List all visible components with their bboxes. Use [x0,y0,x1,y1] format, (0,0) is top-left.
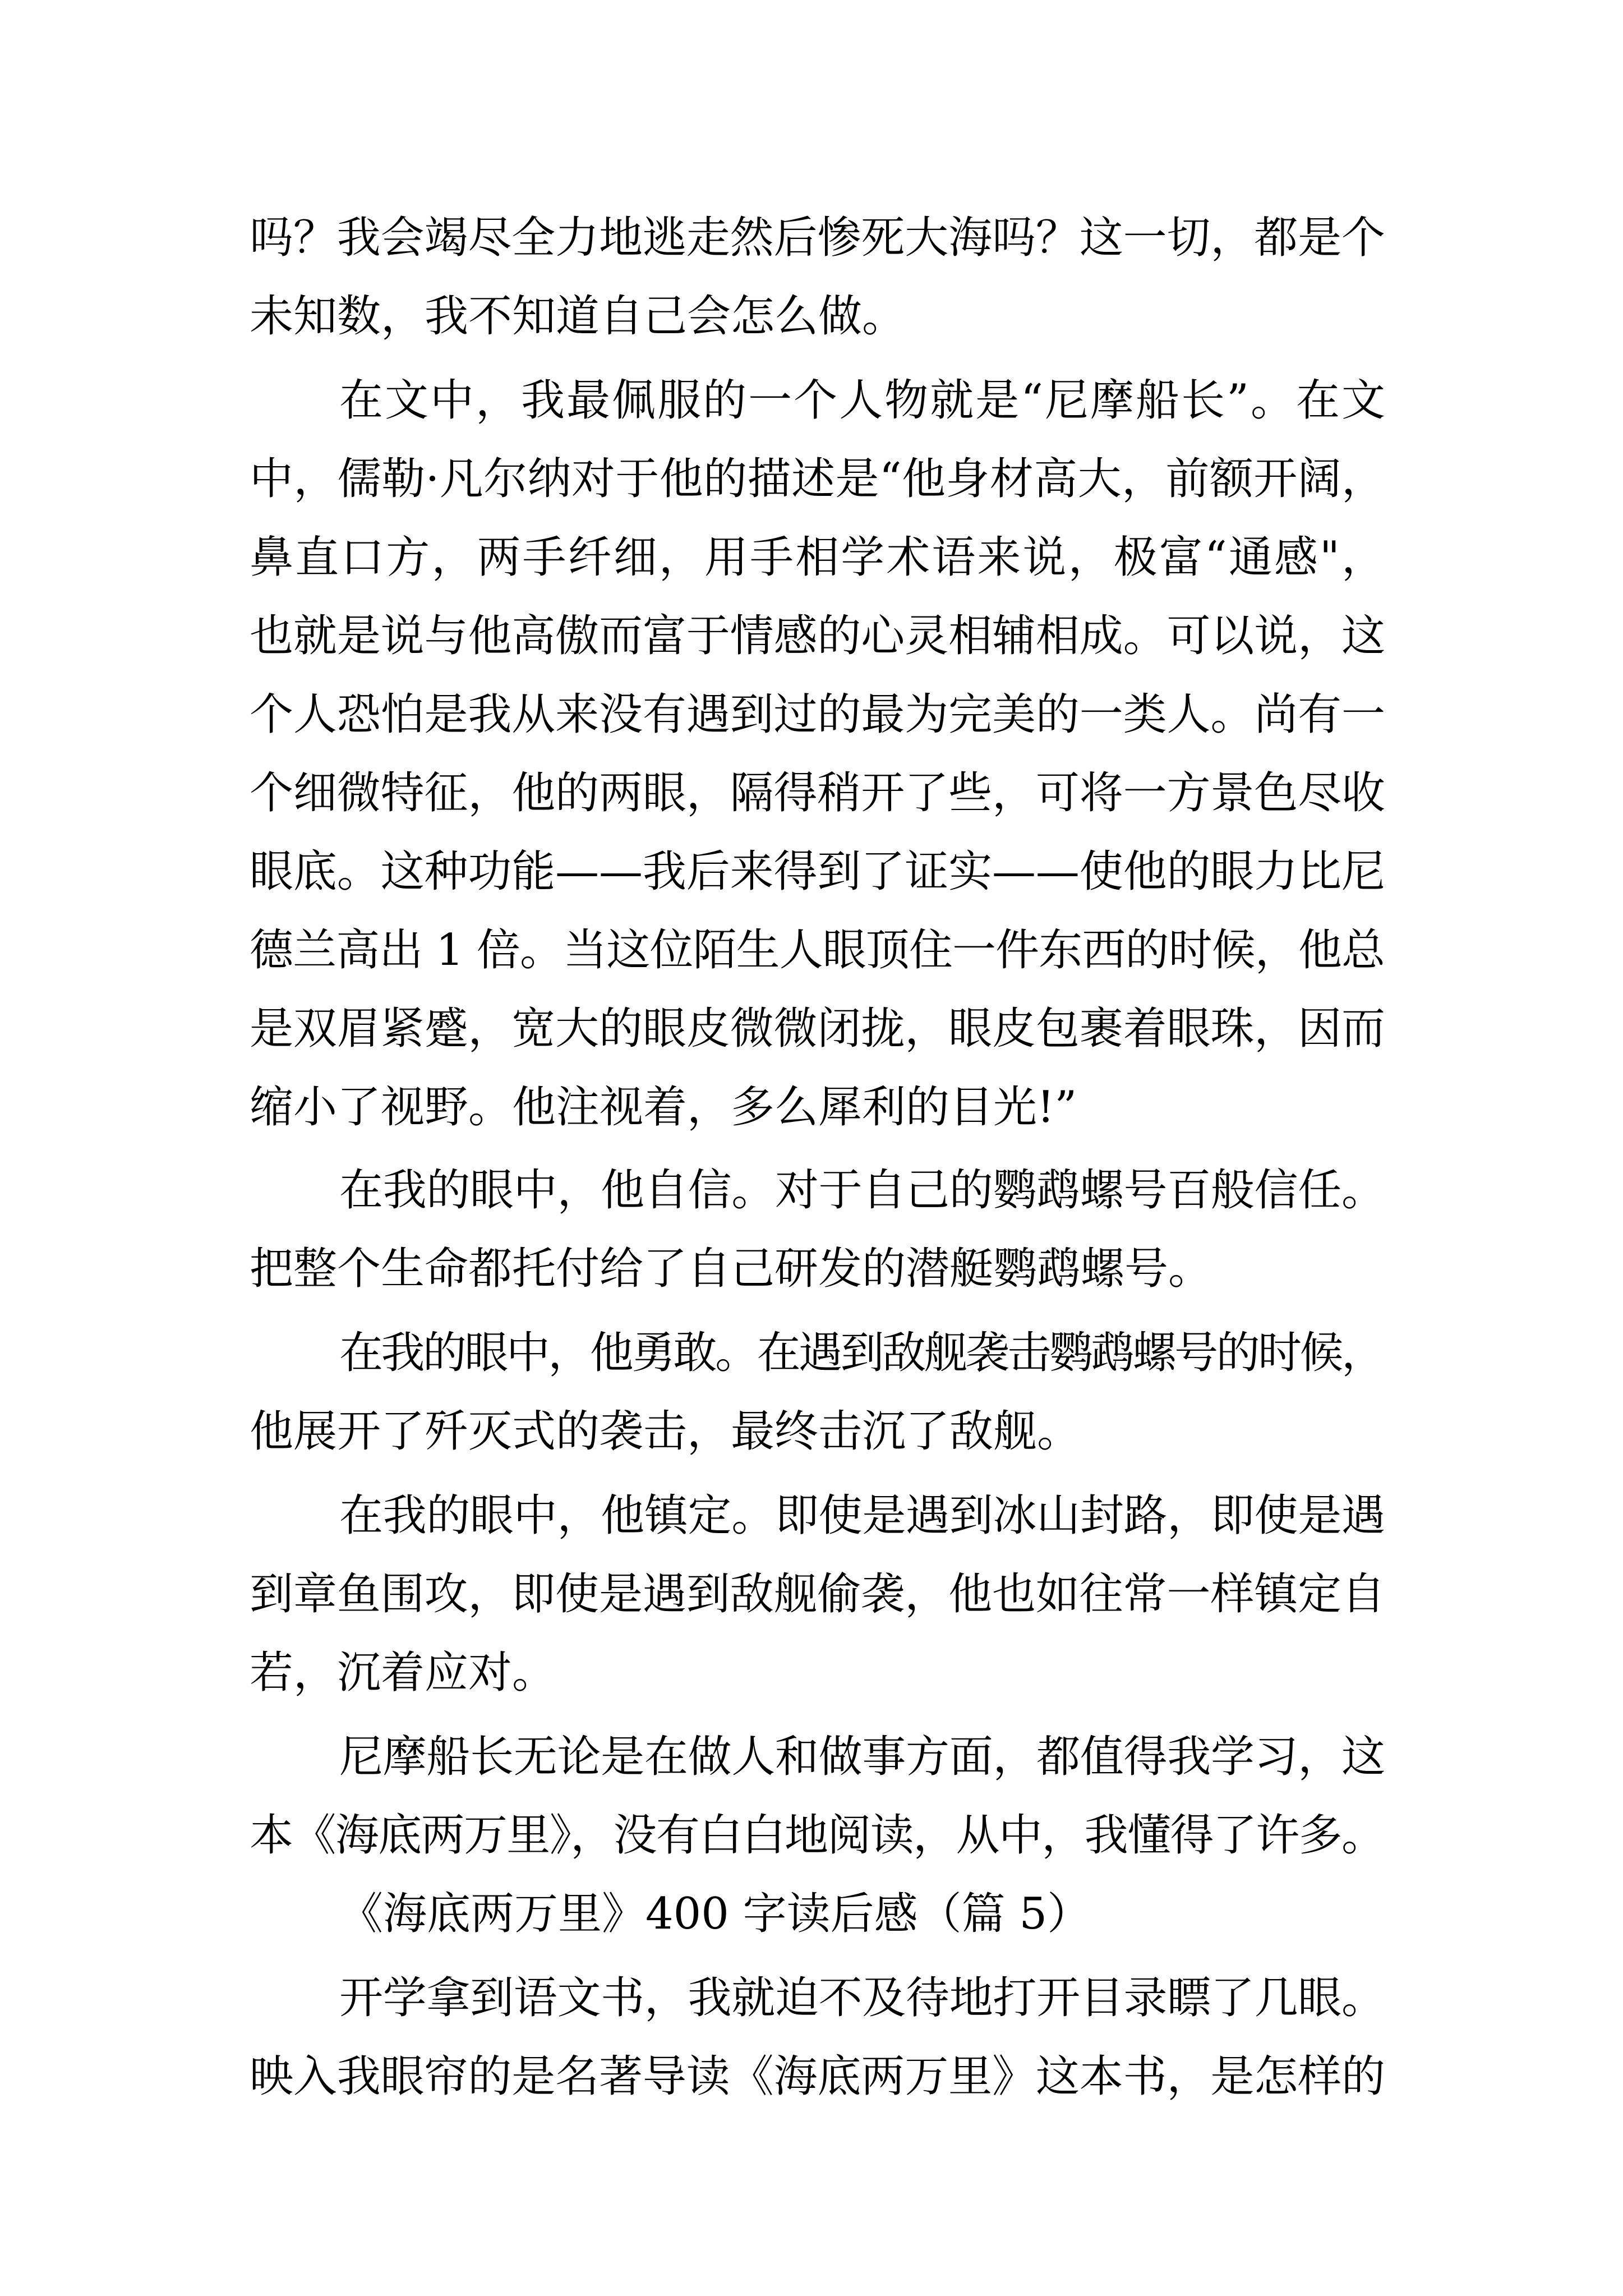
text-line: 在我的眼中，他镇定。即使是遇到冰山封路，即使是遇 [339,1490,1385,1541]
text-line: 尼摩船长无论是在做人和做事方面，都值得我学习，这 [339,1732,1385,1782]
text-line: 也就是说与他高傲而富于情感的心灵相辅相成。可以说，这 [250,611,1385,661]
text-line: 若，沉着应对。 [250,1648,556,1698]
text-line: 个人恐怕是我从来没有遇到过的最为完美的一类人。尚有一 [250,689,1385,740]
text-line: 把整个生命都托付给了自己研发的潜艇鹦鹉螺号。 [250,1244,1212,1294]
section-heading: 《海底两万里》400 字读后感（篇 5） [339,1889,1091,1939]
text-line: 吗？我会竭尽全力地逃走然后惨死大海吗？这一切，都是个 [250,213,1385,263]
text-line: 个细微特征，他的两眼，隔得稍开了些，可将一方景色尽收 [250,768,1385,818]
text-line: 开学拿到语文书，我就迫不及待地打开目录瞟了几眼。 [339,1973,1385,2023]
text-line: 中，儒勒·凡尔纳对于他的描述是“他身材高大，前额开阔， [250,454,1386,504]
text-line: 鼻直口方，两手纤细，用手相学术语来说，极富“通感"， [250,532,1387,583]
text-line: 缩小了视野。他注视着，多么犀利的目光!” [250,1082,1077,1133]
text-line: 未知数，我不知道自己会怎么做。 [250,291,906,342]
text-line: 眼底。这种功能——我后来得到了证实——使他的眼力比尼 [250,846,1385,897]
text-line: 到章鱼围攻，即使是遇到敌舰偷袭，他也如往常一样镇定自 [250,1569,1385,1619]
text-line: 德兰高出 1 倍。当这位陌生人眼顶住一件东西的时候，他总 [250,925,1385,976]
text-line: 他展开了歼灭式的袭击，最终击沉了敌舰。 [250,1406,1081,1457]
text-line: 在我的眼中，他勇敢。在遇到敌舰袭击鹦鹉螺号的时候， [339,1328,1384,1378]
text-line: 在我的眼中，他自信。对于自己的鹦鹉螺号百般信任。 [339,1165,1385,1216]
text-line: 是双眉紧蹙，宽大的眼皮微微闭拢，眼皮包裹着眼珠，因而 [250,1004,1385,1054]
text-line: 在文中，我最佩服的一个人物就是“尼摩船长”。在文 [339,375,1387,426]
text-line: 本《海底两万里》，没有白白地阅读，从中，我懂得了许多。 [250,1810,1385,1861]
text-line: 映入我眼帘的是名著导读《海底两万里》这本书，是怎样的 [250,2051,1385,2102]
